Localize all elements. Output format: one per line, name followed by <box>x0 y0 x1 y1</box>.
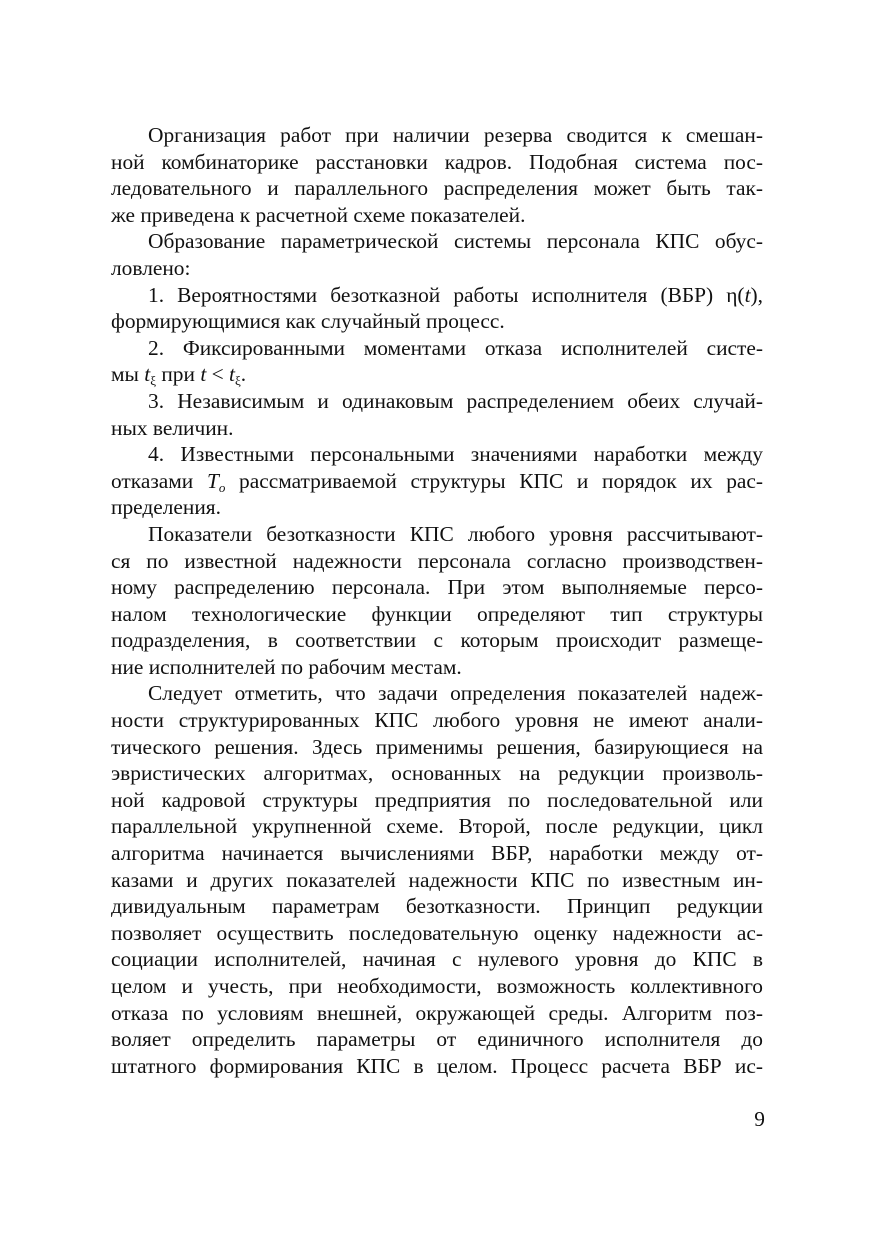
text-line: социации исполнителей, начиная с нулевого уровня до КПС в <box>111 947 763 972</box>
text-line: 2. Фиксированными моментами отказа исполнителей систе- <box>148 335 763 360</box>
text-line: Следует отметить, что задачи определения показателей надеж- <box>148 681 763 706</box>
paragraph <box>111 228 763 281</box>
text-line: формирующимися как случайный процесс. <box>111 309 505 334</box>
text-line <box>111 468 763 495</box>
math-subscript: o <box>218 479 226 495</box>
math-variable: T <box>206 468 219 493</box>
text-line: ловлено: <box>111 255 191 280</box>
text-fragment: . <box>240 362 247 387</box>
text-line: ледовательного и параллельного распределения может быть так- <box>111 176 763 201</box>
text-line: эвристических алгоритмах, основанных на редукции произволь- <box>111 761 763 786</box>
math-subscript: ξ <box>150 373 157 389</box>
text-line: ных величин. <box>111 415 234 440</box>
text-fragment: 1. Вероятностями безотказной работы исполнителя (ВБР) η( <box>148 282 745 307</box>
text-fragment: < <box>206 362 230 387</box>
math-variable: t <box>744 282 751 307</box>
text-line: пределения. <box>111 495 221 520</box>
text-line: 3. Независимым и одинаковым распределением обеих случай- <box>148 388 763 413</box>
text-fragment: отказами <box>111 468 207 493</box>
math-variable: t <box>144 362 151 387</box>
list-item <box>111 282 763 335</box>
text-line: Образование параметрической системы персонала КПС обус- <box>148 229 763 254</box>
text-line: ному распределению персонала. При этом выполняемые персо- <box>111 575 763 600</box>
text-line: ние исполнителей по рабочим местам. <box>111 654 462 679</box>
text-fragment: ), <box>750 282 763 307</box>
text-line: ности структурированных КПС любого уровня не имеют анали- <box>111 708 763 733</box>
text-line: отказа по условиям внешней, окружающей среды. Алгоритм поз- <box>111 1000 763 1025</box>
text-line: штатного формирования КПС в целом. Процесс расчета ВБР ис- <box>111 1053 763 1078</box>
text-line: дивидуальным параметрам безотказности. Принцип редукции <box>111 894 763 919</box>
text-line <box>111 361 763 388</box>
text-line: параллельной укрупненной схеме. Второй, после редукции, цикл <box>111 814 763 839</box>
list-item <box>111 441 763 521</box>
text-line <box>111 282 763 309</box>
text-line: подразделения, в соответствии с которым происходит размеще- <box>111 628 763 653</box>
text-line: ся по известной надежности персонала согласно производствен- <box>111 548 763 573</box>
list-item <box>111 388 763 441</box>
text-line: же приведена к расчетной схеме показателей. <box>111 202 526 227</box>
paragraph <box>111 680 763 1079</box>
text-line: тического решения. Здесь применимы решения, базирующиеся на <box>111 734 763 759</box>
text-line: ной кадровой структуры предприятия по последовательной или <box>111 787 763 812</box>
math-variable: t <box>200 362 207 387</box>
text-line: казами и других показателей надежности КПС по известным ин- <box>111 867 763 892</box>
text-fragment: при <box>156 362 201 387</box>
text-line: налом технологические функции определяют тип структуры <box>111 601 763 626</box>
page-body <box>111 122 763 1222</box>
list-item <box>111 335 763 388</box>
paragraph <box>111 122 763 228</box>
text-fragment: мы <box>111 362 145 387</box>
text-line: 4. Известными персональными значениями наработки между <box>148 442 763 467</box>
text-line: Показатели безотказности КПС любого уровня рассчитывают- <box>148 521 763 546</box>
math-subscript: ξ <box>234 373 241 389</box>
text-line: Организация работ при наличии резерва сводится к смешан- <box>148 123 763 147</box>
paragraph <box>111 521 763 681</box>
text-line: алгоритма начинается вычислениями ВБР, наработки между от- <box>111 841 763 866</box>
text-line: ной комбинаторике расстановки кадров. Подобная система пос- <box>111 149 763 174</box>
text-line: воляет определить параметры от единичного исполнителя до <box>111 1027 763 1052</box>
text-line: целом и учесть, при необходимости, возможность коллективного <box>111 974 763 998</box>
page-number: 9 <box>754 1107 765 1131</box>
text-line: позволяет осуществить последовательную оценку надежности ас- <box>111 920 763 945</box>
text-fragment: рассматриваемой структуры КПС и порядок их рас- <box>225 468 763 493</box>
math-variable: t <box>229 362 235 387</box>
